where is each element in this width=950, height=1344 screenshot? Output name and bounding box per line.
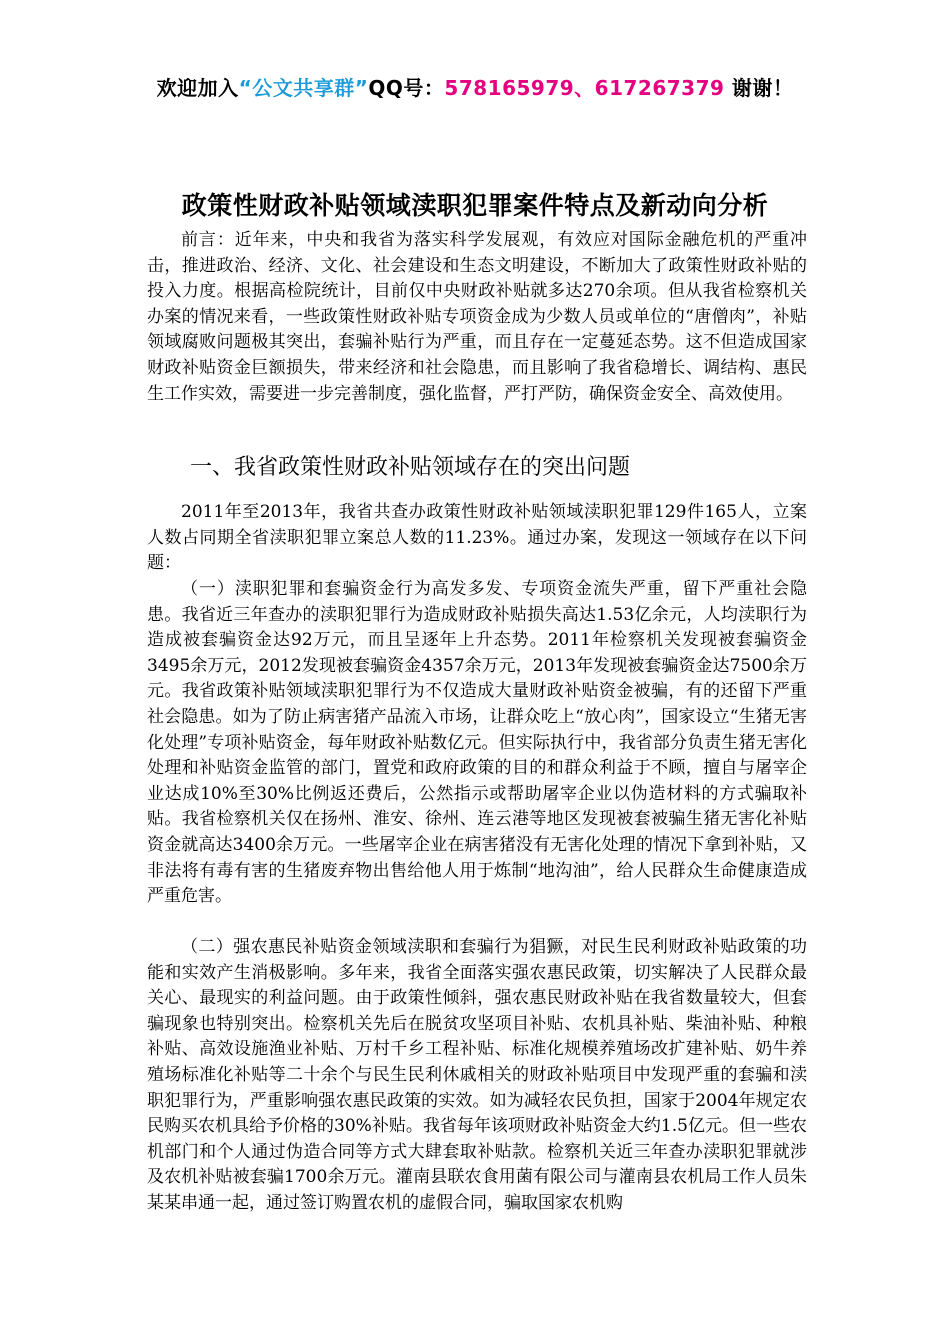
item2-label: （二）强农惠民补贴资金领域渎职和套骗行为猖獗，对民生民利财政补贴政策的功能和实效产生消极影响。 xyxy=(147,937,807,983)
banner-prefix: 欢迎加入 xyxy=(156,76,239,100)
document-title: 政策性财政补贴领域渎职犯罪案件特点及新动向分析 xyxy=(181,191,769,220)
banner-group-name: “公文共享群” xyxy=(238,76,369,100)
item2-text: 多年来，我省全面落实强农惠民政策，切实解决了人民群众最关心、最现实的利益问题。由于政策性倾斜，强农惠民财政补贴在我省数量较大，但套骗现象也特别突出。检察机关先后在脱贫攻坚项目补贴、农机具补贴、柴油补贴、种粮补贴、高效设施渔业补贴、万村千乡工程补贴、标准化规模养殖场改扩建补贴、奶牛养殖场标准化补贴等二十余个与民生民利休戚相关的财政补贴项目中发现严重的套骗和渎职犯罪行为，严重影响强农惠民政策的实效。如为减轻农民负担，国家于2004年规定农民购买农机具给予价格的30%补贴。我省每年该项财政补贴资金大约1.5亿元。但一些农机部门和个人通过伪造合同等方式大肆套取补贴款。检察机关近三年查办渎职犯罪就涉及农机补贴被套骗1700余万元。灌南县联农食用菌有限公司与灌南县农机局工作人员朱某某串通一起，通过签订购置农机的虚假合同，骗取国家农机购 xyxy=(147,962,808,1213)
item1-label: （一）渎职犯罪和套骗资金行为高发多发、专项资金流失严重，留下严重社会隐患。 xyxy=(147,579,807,625)
header-banner xyxy=(0,72,950,101)
banner-qq-label: QQ号： xyxy=(368,76,445,100)
item2-paragraph xyxy=(147,935,807,1217)
banner-suffix: 谢谢！ xyxy=(724,76,794,100)
section-intro-paragraph: 2011年至2013年，我省共查办政策性财政补贴领域渎职犯罪129件165人，立案人数占同期全省渎职犯罪立案总人数的11.23%。通过办案，发现这一领域存在以下问题： xyxy=(147,502,807,574)
item1-paragraph xyxy=(147,577,807,910)
section-heading: 一、我省政策性财政补贴领域存在的突出问题 xyxy=(190,455,631,480)
banner-qq-numbers: 578165979、617267379 xyxy=(444,76,725,100)
item1-text: 我省近三年查办的渎职犯罪行为造成财政补贴损失高达1.53亿余元，人均渎职行为造成被套骗资金达92万元，而且呈逐年上升态势。2011年检察机关发现被套骗资金3495余万元，2012发现被套骗资金4357余万元，2013年发现被套骗资金达7500余万元。我省政策补贴领域渎职犯罪行为不仅造成大量财政补贴资金被骗，有的还留下严重社会隐患。如为了防止病害猪产品流入市场，让群众吃上“放心肉”，国家设立“生猪无害化处理”专项补贴资金，每年财政补贴数亿元。但实际执行中，我省部分负责生猪无害化处理和补贴资金监管的部门，置党和政府政策的目的和群众利益于不顾，擅自与屠宰企业达成10%至30%比例返还费后，公然指示或帮助屠宰企业以伪造材料的方式骗取补贴。我省检察机关仅在扬州、淮安、徐州、连云港等地区发现被套被骗生猪无害化补贴资金就高达3400余万元。一些屠宰企业在病害猪没有无害化处理的情况下拿到补贴，又非法将有毒有害的生猪废弃物出售给他人用于炼制“地沟油”，给人民群众生命健康造成严重危害。 xyxy=(147,604,808,907)
preface-paragraph: 前言：近年来，中央和我省为落实科学发展观，有效应对国际金融危机的严重冲击，推进政治、经济、文化、社会建设和生态文明建设，不断加大了政策性财政补贴的投入力度。根据高检院统计，目前仅中央财政补贴就多达270余项。但从我省检察机关办案的情况来看，一些政策性财政补贴专项资金成为少数人员或单位的“唐僧肉”，补贴领域腐败问题极其突出，套骗补贴行为严重，而且存在一定蔓延态势。这不但造成国家财政补贴资金巨额损失，带来经济和社会隐患，而且影响了我省稳增长、调结构、惠民生工作实效，需要进一步完善制度，强化监督，严打严防，确保资金安全、高效使用。 xyxy=(147,230,807,404)
